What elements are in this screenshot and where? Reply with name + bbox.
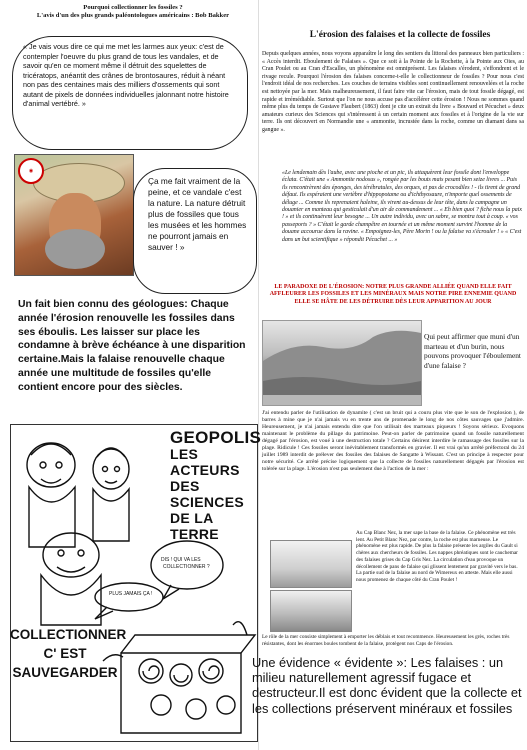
quote-bubble-2 — [133, 168, 257, 294]
beard-shape — [45, 229, 105, 269]
svg-text:PLUS JAMAIS ÇA !: PLUS JAMAIS ÇA ! — [109, 591, 153, 597]
petit-blanc-nez-photo — [270, 590, 352, 632]
museum-logo-icon: ◉ — [18, 158, 44, 184]
left-title-line1: Pourquoi collectionner les fossiles ? — [83, 4, 183, 11]
svg-text:DIS ! QUI VA LES: DIS ! QUI VA LES — [161, 557, 201, 563]
erosion-paradox-heading: LE PARADOXE DE L'ÉROSION: NOTRE PLUS GRANDE ALLIÉE QUAND ELLE FAIT AFFLEURER LES FOSSILES ET LES MINÉRAUX MAIS NOTRE PIRE ENNEMIE QUAND ELLE SE HÂTE DE LES DÉTRUIRE DÈS LEUR APPARITION AU JOUR — [269, 284, 517, 305]
quote-1-text: « Je vais vous dire ce qui me met les larmes aux yeux: c'est de contempler l'oeuvre du plus grand de tous les vandales, et de savoir qu'en ce moment même il détruit des squelettes de tricératops, anéantit des crânes de brontosaures, réduit à néant non pas des centaines mais des milliers d'ossements qui sont autant de pixels de données individuelles jalonnant notre histoire d'animal vertébré. » — [23, 42, 229, 108]
cartoon-caption-line2: C' EST — [43, 646, 87, 661]
quote-2-text: Ça me fait vraiment de la peine, et ce vandale c'est la nature. La nature détruit plus de fossiles que tous les musées et les hommes ne pourront jamais en sauver ! » — [148, 176, 247, 252]
svg-text:COLLECTIONNER ?: COLLECTIONNER ? — [163, 564, 210, 570]
column-divider — [258, 0, 259, 750]
side-question: Qui peut affirmer que muni d'un marteau et d'un burin, nous pouvons provoquer l'éboulement d'une falaise ? — [424, 332, 521, 370]
cartoon-caption — [10, 625, 127, 682]
dynamite-paragraph: J'ai entendu parler de l'utilisation de dynamite ( c'est un bruit qui a couru plus vite que le son de l'explosion ), de barres à mine que je n'ai jamais vu en trente ans de promenade le long de nos côtes sauvages que j'admire. Heureusement, je n'ai jamais entendu dire que l'on utilisait des marteaux piqueurs ! Soyons sérieux. Evoquons maintenant le problème du pillage du patrimoine. Peut-on parler de patrimoine quand un fossile naturellement dégagé par l'érosion, est voué à une destruction totale ? Certains désirent interdire le ramassage des fossiles sur la plage. Ridicule ! Ces fossiles seront inévitablement transformés en gravier. Il est vrai qu'un arrêté préfectoral du 24 juillet 1989 interdit de prélever des fossiles des falaises de Sangatte à Wissant. C'est un principe à respecter pour notre sécurité. Ce arrêté précise logiquement que la collecte de fossiles naturellement dégagés par l'érosion est tolérée sur la plage. L'érosion n'est pas seulement due à l'action de la mer : — [262, 410, 524, 472]
cartoon-title-line1: GEOPOLIS — [170, 428, 262, 447]
left-title-line2: L'avis d'un des plus grands paléontologues américains : Bob Bakker — [36, 12, 230, 19]
cartoon-caption-line3: SAUVEGARDER — [12, 665, 118, 680]
cartoon-title-line4: DE LA TERRE — [170, 510, 219, 542]
right-intro-text: Depuis quelques années, nous voyons apparaître le long des sentiers du littoral des panneaux bien particuliers : « Accès interdit. Eboulement de Falaises ». Que ce soit à la Pointe de la Rochette, à la Pointe aux Oies, au Cran Poulet ou au Cran d'Escalles, un phénomène est omniprésent. Les falaises s'érodent, s'effondrent et le rivage recule. Pourquoi l'érosion des falaises concerne-t-elle le collectionneur de fossiles ? Pour nous c'est l'endroit idéal de nos recherches. Les couches de terrains visibles sont continuellement renouvelées et la roche est nettoyée par la mer. Mais malheureusement, il faut faire vite car l'érosion, mais de tout fossile dégagé, est rapide et irrémédiable. Surtout que l'on ne nous accuse pas d'accélérer cette érosion ! Nous ne sommes quand même plus du temps de Gustave Flaubert (1863) dont je cite un extrait du livre « Bouvard et Pécuchet » deux amateurs curieux des Sciences qui s'intéressent à un certain moment aux fossiles et à l'origine de la vie sur terre. Ils ont découvert en Normandie une « ammonite, incrustée dans la roche, comme un diamant dans sa gangue ». — [262, 51, 524, 133]
cartoon-title-line2: LES ACTEURS — [170, 446, 240, 478]
geologists-paragraph: Un fait bien connu des géologues: Chaque année l'érosion renouvelle les fossiles dans ses éboulis. Les laisser sur place les condamne à brève échéance à une disparition certaine.Mais la falaise renouvelle chaque année une multitude de fossiles qu'elle contient encore pour des siècles. — [18, 299, 246, 393]
cartoon-caption-line1: COLLECTIONNER — [10, 627, 127, 642]
left-title — [8, 4, 258, 20]
quote-bubble-1 — [12, 36, 248, 150]
flaubert-extract: «Le lendemain dès l'aube, avec une pioche et un pic, ils attaquèrent leur fossile dont l'enveloppe éclata. C'était une « Ammonite nodosus », rongée par les bouts mais pesant bien seize livres ... Puis ils rencontrèrent des éponges, des térébratules, des orques, et pas de crocodiles ! - ils tirent de grand défaut. Ils espéraient une vertèbre d'hippopotame ou d'ichthyosaure, n'importe quel ossements de déluge ... Comme ils reprenaient haleine, ils virent au-dessus de leur tête, dans la campagne un douanier en manteau qui gesticulait d'un air de commandement ... « Eh bien quoi ? fiche nous la paix ! » et ils continuèrent leur besogne ... Un autre individu, avec un sabre, se montra tout à coup. « vos passeports ? » C'était le garde champêtre en tournée et un même moment survint l'homme de la douane accourue dans la ravine. « Empoignez-les, Père Morin ! ou la falaise va s'écrouler ! » « C'est dans un but scientifique » répondit Pécuchet ... » — [282, 170, 522, 243]
cap-blanc-nez-photo — [270, 540, 352, 588]
cliff-drawing — [263, 321, 421, 405]
caps-description: Au Cap Blanc Nez, la mer sape la base de la falaise. Ce phénomène est très lent. Au Petit Blanc Nez, par contre, la roche est plus marneuse. Le phénomène est plus rapide. De plus la falaise présente les argiles du Gault si chères aux chercheurs de fossiles. Les nappes phréatiques sont le cauchemar des falaises grises du Cap Gris Nez. La circulation d'eau provoque un décollement de pans de falaise qui glissent lentement par gravité vers le bas. La partie sud de la falaise au nord de Wimereux en atteste. Mais elle aussi nous promenez de chaque côté du Cran Poulet ! — [356, 530, 518, 583]
cartoon-title — [170, 430, 266, 542]
right-title: L'érosion des falaises et la collecte de fossiles — [309, 30, 491, 40]
sea-role-paragraph: Le rôle de la mer consiste simplement à emporter les déblais et tout recommence. Heureusement les grès, roches très résistantes, dont les énormes boules tombent de la falaise, protègent nos Caps de l'érosion. — [262, 634, 510, 647]
cliff-photo — [262, 320, 422, 406]
cartoon-title-line3: DES SCIENCES — [170, 478, 244, 510]
evidence-conclusion: Une évidence « évidente »: Les falaises : un milieu naturellement agressif fugace et destructeur.Il est donc évident que la collecte et les collections préservent minéraux et fossiles — [252, 655, 522, 716]
